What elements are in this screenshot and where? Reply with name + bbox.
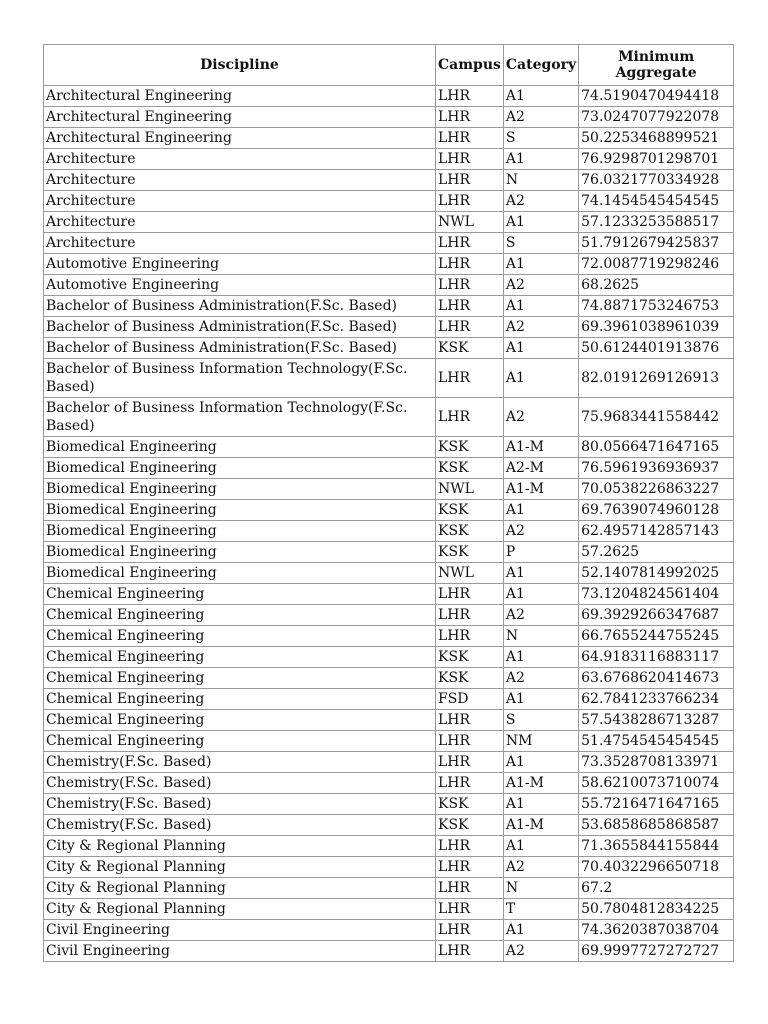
cell-discipline: Chemistry(F.Sc. Based) [44, 752, 436, 773]
cell-minimum-aggregate: 51.4754545454545 [579, 731, 734, 752]
cell-minimum-aggregate: 57.1233253588517 [579, 212, 734, 233]
cell-campus: KSK [436, 437, 504, 458]
table-row [44, 815, 734, 836]
cell-minimum-aggregate: 71.3655844155844 [579, 836, 734, 857]
cell-campus: LHR [436, 398, 504, 437]
cell-category: A1 [503, 794, 578, 815]
cell-discipline: City & Regional Planning [44, 899, 436, 920]
table-row [44, 170, 734, 191]
cell-discipline: Architecture [44, 170, 436, 191]
cell-category: A1-M [503, 773, 578, 794]
cell-campus: LHR [436, 275, 504, 296]
cell-minimum-aggregate: 62.4957142857143 [579, 521, 734, 542]
cell-category: A1 [503, 689, 578, 710]
cell-discipline: Architecture [44, 212, 436, 233]
table-row [44, 563, 734, 584]
table-row [44, 689, 734, 710]
cell-minimum-aggregate: 50.2253468899521 [579, 128, 734, 149]
table-row [44, 437, 734, 458]
cell-discipline: Chemical Engineering [44, 668, 436, 689]
cell-minimum-aggregate: 57.2625 [579, 542, 734, 563]
cell-discipline: Bachelor of Business Information Technology(F.Sc. Based) [44, 398, 436, 437]
table-row [44, 626, 734, 647]
cell-category: N [503, 626, 578, 647]
table-row [44, 296, 734, 317]
cell-category: A2 [503, 521, 578, 542]
cell-discipline: Civil Engineering [44, 920, 436, 941]
cell-campus: LHR [436, 170, 504, 191]
table-row [44, 584, 734, 605]
cell-category: A1 [503, 149, 578, 170]
table-row [44, 107, 734, 128]
cell-minimum-aggregate: 55.7216471647165 [579, 794, 734, 815]
cell-discipline: Architectural Engineering [44, 86, 436, 107]
cell-minimum-aggregate: 73.1204824561404 [579, 584, 734, 605]
cell-category: A1-M [503, 437, 578, 458]
cell-category: P [503, 542, 578, 563]
cell-category: A1 [503, 836, 578, 857]
cell-campus: LHR [436, 107, 504, 128]
cell-category: A1 [503, 296, 578, 317]
table-row [44, 128, 734, 149]
table-row [44, 212, 734, 233]
cell-discipline: Biomedical Engineering [44, 542, 436, 563]
cell-minimum-aggregate: 76.0321770334928 [579, 170, 734, 191]
table-row [44, 731, 734, 752]
cell-discipline: City & Regional Planning [44, 857, 436, 878]
cell-campus: LHR [436, 731, 504, 752]
cell-category: A2 [503, 191, 578, 212]
cell-campus: NWL [436, 212, 504, 233]
cell-category: NM [503, 731, 578, 752]
cell-category: A2 [503, 941, 578, 962]
cell-campus: LHR [436, 191, 504, 212]
cell-campus: KSK [436, 338, 504, 359]
cell-minimum-aggregate: 73.0247077922078 [579, 107, 734, 128]
table-row [44, 794, 734, 815]
cell-campus: KSK [436, 668, 504, 689]
cell-discipline: Chemical Engineering [44, 626, 436, 647]
cell-campus: KSK [436, 794, 504, 815]
cell-category: A1 [503, 500, 578, 521]
cell-discipline: Architectural Engineering [44, 107, 436, 128]
cell-discipline: Chemical Engineering [44, 689, 436, 710]
header-category: Category [503, 45, 578, 86]
cell-minimum-aggregate: 75.9683441558442 [579, 398, 734, 437]
cell-campus: LHR [436, 752, 504, 773]
cell-campus: KSK [436, 458, 504, 479]
cell-discipline: Chemical Engineering [44, 584, 436, 605]
cell-discipline: Automotive Engineering [44, 254, 436, 275]
cell-discipline: Automotive Engineering [44, 275, 436, 296]
cell-minimum-aggregate: 69.7639074960128 [579, 500, 734, 521]
cell-category: A1 [503, 647, 578, 668]
cell-category: A2-M [503, 458, 578, 479]
header-minimum-aggregate: Minimum Aggregate [579, 45, 734, 86]
cell-discipline: Bachelor of Business Administration(F.Sc. Based) [44, 296, 436, 317]
cell-discipline: City & Regional Planning [44, 836, 436, 857]
cell-minimum-aggregate: 58.6210073710074 [579, 773, 734, 794]
table-row [44, 479, 734, 500]
cell-discipline: Architecture [44, 233, 436, 254]
cell-minimum-aggregate: 50.7804812834225 [579, 899, 734, 920]
cell-category: S [503, 128, 578, 149]
cell-category: A2 [503, 857, 578, 878]
cell-minimum-aggregate: 73.3528708133971 [579, 752, 734, 773]
cell-campus: LHR [436, 920, 504, 941]
cell-minimum-aggregate: 76.5961936936937 [579, 458, 734, 479]
cell-minimum-aggregate: 69.9997727272727 [579, 941, 734, 962]
cell-category: A1 [503, 254, 578, 275]
cell-category: S [503, 710, 578, 731]
cell-minimum-aggregate: 50.6124401913876 [579, 338, 734, 359]
cell-category: A1-M [503, 815, 578, 836]
table-row [44, 836, 734, 857]
table-row [44, 647, 734, 668]
cell-minimum-aggregate: 69.3929266347687 [579, 605, 734, 626]
cell-discipline: Civil Engineering [44, 941, 436, 962]
cell-category: T [503, 899, 578, 920]
table-row [44, 398, 734, 437]
cell-minimum-aggregate: 52.1407814992025 [579, 563, 734, 584]
cell-campus: NWL [436, 563, 504, 584]
cell-discipline: Architecture [44, 191, 436, 212]
cell-category: S [503, 233, 578, 254]
cell-discipline: Chemical Engineering [44, 605, 436, 626]
cell-minimum-aggregate: 57.5438286713287 [579, 710, 734, 731]
cell-discipline: Biomedical Engineering [44, 479, 436, 500]
cell-campus: LHR [436, 317, 504, 338]
cell-discipline: Chemistry(F.Sc. Based) [44, 773, 436, 794]
cell-discipline: Biomedical Engineering [44, 521, 436, 542]
table-row [44, 668, 734, 689]
cell-discipline: Chemical Engineering [44, 710, 436, 731]
cell-campus: LHR [436, 233, 504, 254]
cell-minimum-aggregate: 70.4032296650718 [579, 857, 734, 878]
cell-minimum-aggregate: 66.7655244755245 [579, 626, 734, 647]
cell-category: A2 [503, 107, 578, 128]
cell-campus: LHR [436, 128, 504, 149]
table-row [44, 254, 734, 275]
cell-discipline: Chemical Engineering [44, 731, 436, 752]
header-campus: Campus [436, 45, 504, 86]
cell-category: A1 [503, 563, 578, 584]
table-row [44, 605, 734, 626]
cell-campus: NWL [436, 479, 504, 500]
cell-minimum-aggregate: 62.7841233766234 [579, 689, 734, 710]
cell-minimum-aggregate: 72.0087719298246 [579, 254, 734, 275]
cell-discipline: Chemical Engineering [44, 647, 436, 668]
cell-discipline: City & Regional Planning [44, 878, 436, 899]
table-row [44, 338, 734, 359]
cell-campus: LHR [436, 149, 504, 170]
cell-category: A1 [503, 752, 578, 773]
table-row [44, 542, 734, 563]
cell-minimum-aggregate: 74.3620387038704 [579, 920, 734, 941]
header-row [44, 45, 734, 86]
table-row [44, 899, 734, 920]
cell-discipline: Biomedical Engineering [44, 563, 436, 584]
cell-campus: KSK [436, 500, 504, 521]
cell-campus: LHR [436, 773, 504, 794]
table-row [44, 191, 734, 212]
cell-discipline: Bachelor of Business Information Technology(F.Sc. Based) [44, 359, 436, 398]
cell-minimum-aggregate: 51.7912679425837 [579, 233, 734, 254]
cell-discipline: Biomedical Engineering [44, 500, 436, 521]
cell-discipline: Chemistry(F.Sc. Based) [44, 815, 436, 836]
cell-campus: LHR [436, 626, 504, 647]
table-row [44, 710, 734, 731]
cell-campus: LHR [436, 359, 504, 398]
cell-category: A1 [503, 212, 578, 233]
table-row [44, 233, 734, 254]
cell-category: A1 [503, 359, 578, 398]
table-row [44, 857, 734, 878]
cell-campus: LHR [436, 605, 504, 626]
cell-campus: LHR [436, 941, 504, 962]
cell-campus: LHR [436, 86, 504, 107]
table-row [44, 878, 734, 899]
cell-minimum-aggregate: 76.9298701298701 [579, 149, 734, 170]
cell-campus: LHR [436, 710, 504, 731]
cell-discipline: Bachelor of Business Administration(F.Sc. Based) [44, 338, 436, 359]
cell-campus: LHR [436, 857, 504, 878]
table-row [44, 521, 734, 542]
cell-minimum-aggregate: 64.9183116883117 [579, 647, 734, 668]
cell-category: A1 [503, 86, 578, 107]
table-row [44, 500, 734, 521]
table-row [44, 773, 734, 794]
table-row [44, 149, 734, 170]
cell-campus: LHR [436, 296, 504, 317]
table-row [44, 941, 734, 962]
cell-campus: LHR [436, 899, 504, 920]
cell-minimum-aggregate: 68.2625 [579, 275, 734, 296]
cell-minimum-aggregate: 74.5190470494418 [579, 86, 734, 107]
cell-campus: LHR [436, 878, 504, 899]
cell-category: A1 [503, 920, 578, 941]
cell-discipline: Chemistry(F.Sc. Based) [44, 794, 436, 815]
cell-campus: KSK [436, 647, 504, 668]
cell-minimum-aggregate: 69.3961038961039 [579, 317, 734, 338]
cell-minimum-aggregate: 63.6768620414673 [579, 668, 734, 689]
cell-minimum-aggregate: 53.6858685868587 [579, 815, 734, 836]
cell-category: A1 [503, 584, 578, 605]
table-row [44, 752, 734, 773]
cell-minimum-aggregate: 74.8871753246753 [579, 296, 734, 317]
table-body [44, 86, 734, 962]
cell-category: A2 [503, 668, 578, 689]
cell-campus: LHR [436, 254, 504, 275]
cell-category: A1 [503, 338, 578, 359]
cell-minimum-aggregate: 82.0191269126913 [579, 359, 734, 398]
cell-campus: LHR [436, 836, 504, 857]
cell-minimum-aggregate: 70.0538226863227 [579, 479, 734, 500]
cell-minimum-aggregate: 67.2 [579, 878, 734, 899]
cell-category: A2 [503, 317, 578, 338]
table-row [44, 458, 734, 479]
table-row [44, 317, 734, 338]
cell-campus: KSK [436, 521, 504, 542]
table-row [44, 86, 734, 107]
cell-campus: LHR [436, 584, 504, 605]
cell-campus: FSD [436, 689, 504, 710]
cell-minimum-aggregate: 80.0566471647165 [579, 437, 734, 458]
cell-category: A1-M [503, 479, 578, 500]
cell-discipline: Biomedical Engineering [44, 437, 436, 458]
table-row [44, 359, 734, 398]
merit-table [43, 44, 734, 962]
cell-campus: KSK [436, 815, 504, 836]
cell-minimum-aggregate: 74.1454545454545 [579, 191, 734, 212]
cell-discipline: Architectural Engineering [44, 128, 436, 149]
table-row [44, 275, 734, 296]
cell-discipline: Biomedical Engineering [44, 458, 436, 479]
cell-campus: KSK [436, 542, 504, 563]
cell-discipline: Bachelor of Business Administration(F.Sc. Based) [44, 317, 436, 338]
cell-category: A2 [503, 398, 578, 437]
cell-category: A2 [503, 605, 578, 626]
cell-category: A2 [503, 275, 578, 296]
table-row [44, 920, 734, 941]
cell-category: N [503, 170, 578, 191]
table-header [44, 45, 734, 86]
header-discipline: Discipline [44, 45, 436, 86]
cell-category: N [503, 878, 578, 899]
cell-discipline: Architecture [44, 149, 436, 170]
